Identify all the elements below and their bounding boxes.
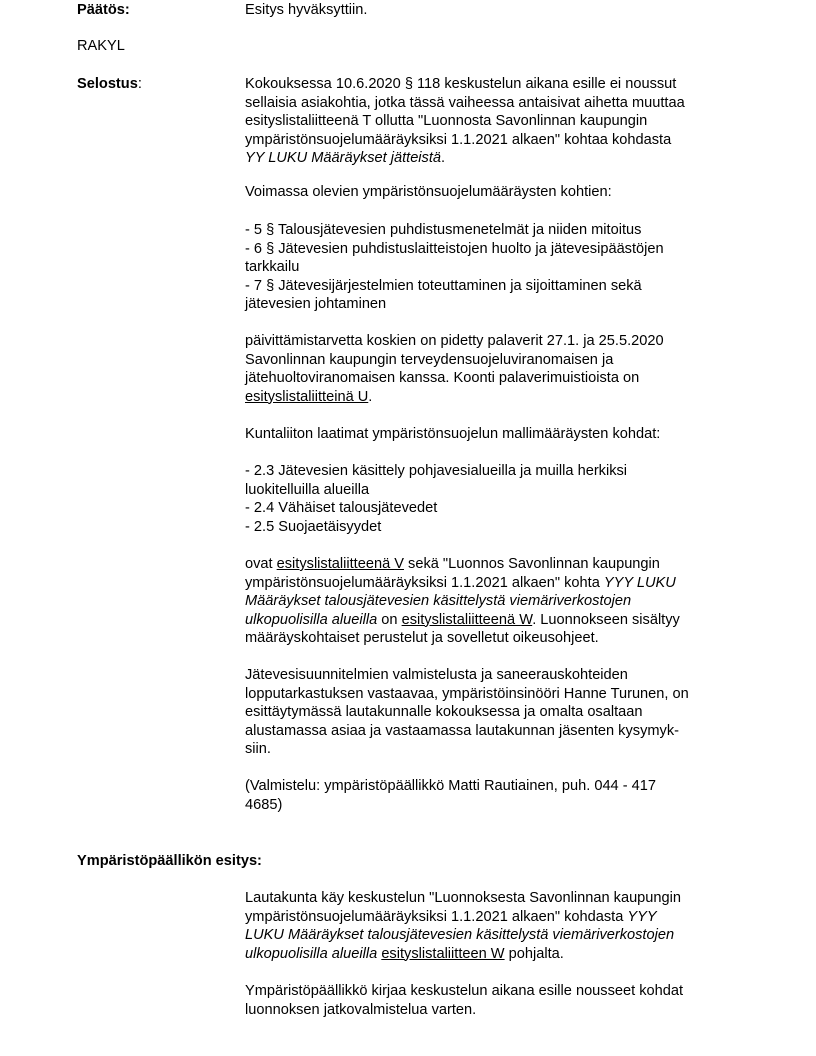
list-item: - 5 § Talousjätevesien puhdistusmenetelmät ja niiden mitoitus bbox=[245, 222, 642, 238]
selostus-paragraph-2: Voimassa olevien ympäristönsuojelumääräysten kohtien: bbox=[245, 184, 612, 200]
attachment-link-v[interactable]: esityslistaliitteenä V bbox=[276, 556, 404, 572]
selostus-paragraph-3: päivittämistarvetta koskien on pidetty palaverit 27.1. ja 25.5.2020 Savonlinnan kaupungin terveydensuojeluviranomaisen ja jätehuoltoviranomaisen kanssa. Koonti palaverimuistioista on esityslistaliitteinä U. bbox=[245, 333, 664, 405]
attachment-link-w-2[interactable]: esityslistaliitteen W bbox=[381, 945, 505, 962]
list-item: - 2.3 Jätevesien käsittely pohjavesialueilla ja muilla herkiksi bbox=[245, 463, 628, 479]
attachment-link-u[interactable]: esityslistaliitteinä U bbox=[245, 388, 369, 405]
preparer-note: (Valmistelu: ympäristöpäällikkö Matti Rautiainen, puh. 044 - 417 4685) bbox=[245, 778, 656, 813]
selostus-paragraph-5: ovat esityslistaliitteenä V sekä "Luonnos Savonlinnan kaupungin ympäristönsuojelumääräyksiksi 1.1.2021 alkaen" kohta YYY LUKU Määräykset talousjätevesien käsittelystä viemäriverkostojen ulkopuolisilla alueilla on esityslistaliitteenä W. Luonnokseen sisältyy määräyskohtaiset perustelut ja sovelletut oikeusohjeet. bbox=[245, 556, 680, 646]
attachment-link-w[interactable]: esityslistaliitteenä W bbox=[401, 611, 533, 628]
paatos-label: Päätös: bbox=[77, 2, 130, 18]
rakyl-tag: RAKYL bbox=[77, 38, 125, 54]
selostus-paragraph-1: Kokouksessa 10.6.2020 § 118 keskustelun aikana esille ei noussut sellaisia asiakohtia, jotka tässä vaiheessa antaisivat aihetta muuttaa esityslistaliitteenä T ollutta "Luonnosta Savonlinnan kaupungin ympäristönsuojelumääräyksiksi 1.1.2021 alkaen" kohtaa kohdasta YY LUKU Määräykset jätteistä. bbox=[245, 76, 685, 166]
selostus-list-2: - 2.3 Jätevesien käsittely pohjavesialueilla ja muilla herkiksi luokitelluilla alueilla - 2.4 Vähäiset talousjätevedet - 2.5 Suojaetäisyydet bbox=[245, 462, 745, 536]
list-item: - 2.4 Vähäiset talousjätevedet bbox=[245, 500, 438, 516]
paatos-text: Esitys hyväksyttiin. bbox=[245, 2, 368, 18]
selostus-paragraph-6: Jätevesisuunnitelmien valmistelusta ja saneerauskohteiden lopputarkastuksen vastaavaa, ympäristöinsinööri Hanne Turunen, on esittäytymässä lautakunnalle kokouksessa ja omalta osaltaan alustamassa asiaa ja vastaamassa lautakunnan jäsenten kysymyk- siin. bbox=[245, 667, 689, 757]
esitys-paragraph-1: Lautakunta käy keskustelun "Luonnoksesta Savonlinnan kaupungin ympäristönsuojelumääräyksiksi 1.1.2021 alkaen" kohdasta YYY LUKU Määräykset talousjätevesien käsittelystä viemäriverkostojen ulkopuolisilla alueilla esityslistaliitteen W pohjalta. bbox=[245, 890, 682, 962]
esitys-label: Ympäristöpäällikön esitys: bbox=[77, 853, 262, 869]
list-item: - 2.5 Suojaetäisyydet bbox=[245, 518, 382, 535]
selostus-label: Selostus: bbox=[77, 76, 142, 92]
list-item: - 7 § Jätevesijärjestelmien toteuttaminen ja sijoittaminen sekä bbox=[245, 277, 642, 294]
esitys-paragraph-2: Ympäristöpäällikkö kirjaa keskustelun aikana esille nousseet kohdat luonnoksen jatkovalmistelua varten. bbox=[245, 983, 684, 1018]
selostus-list-1: - 5 § Talousjätevesien puhdistusmenetelmät ja niiden mitoitus - 6 § Jätevesien puhdistuslaitteistojen huolto ja jätevesipäästöjen tarkkailu - 7 § Jätevesijärjestelmien toteuttaminen ja sijoittaminen sekä jätevesien johtaminen bbox=[245, 221, 745, 314]
selostus-paragraph-4: Kuntaliiton laatimat ympäristönsuojelun mallimääräysten kohdat: bbox=[245, 426, 661, 442]
list-item: - 6 § Jätevesien puhdistuslaitteistojen huolto ja jätevesipäästöjen bbox=[245, 240, 664, 257]
